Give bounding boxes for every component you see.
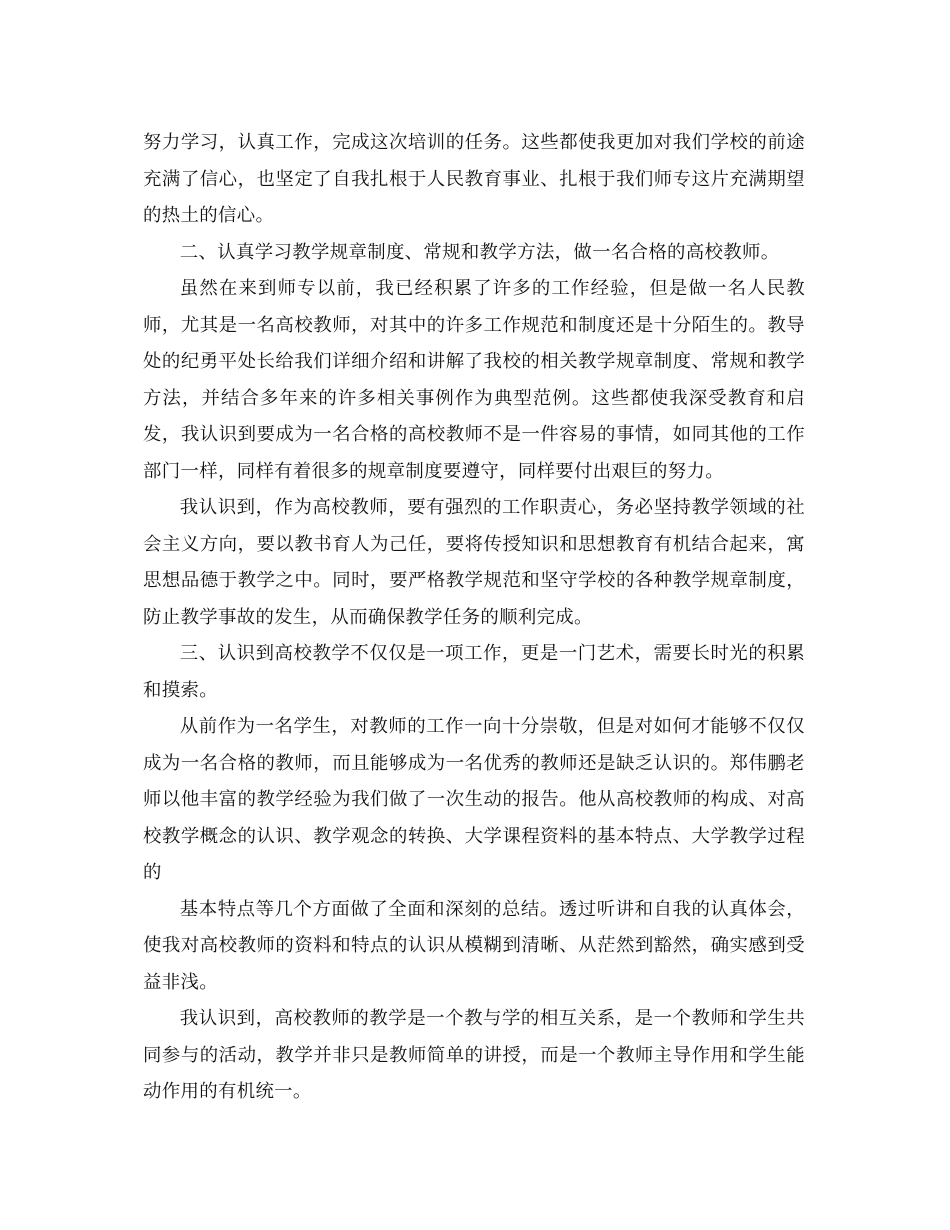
- paragraph: 从前作为一名学生，对教师的工作一向十分崇敬，但是对如何才能够不仅仅成为一名合格的教师，而且能够成为一名优秀的教师还是缺乏认识的。郑伟鹏老师以他丰富的教学经验为我们做了一次生动的报告。他从高校教师的构成、对高校教学概念的认识、教学观念的转换、大学课程资料的基本特点、大学教学过程的: [143, 716, 805, 883]
- document-body: [143, 125, 805, 1111]
- paragraph: 基本特点等几个方面做了全面和深刻的总结。透过听讲和自我的认真体会，使我对高校教师的资料和特点的认识从模糊到清晰、从茫然到豁然，确实感到受益非浅。: [143, 898, 805, 993]
- paragraph: 努力学习，认真工作，完成这次培训的任务。这些都使我更加对我们学校的前途充满了信心，也坚定了自我扎根于人民教育事业、扎根于我们师专这片充满期望的热土的信心。: [143, 132, 805, 226]
- paragraph: 我认识到，作为高校教师，要有强烈的工作职责心，务必坚持教学领域的社会主义方向，要以教书育人为己任，要将传授知识和思想教育有机结合起来，寓思想品德于教学之中。同时，要严格教学规范和坚守学校的各种教学规章制度，防止教学事故的发生，从而确保教学任务的顺利完成。: [143, 497, 805, 628]
- section-heading: 二、认真学习教学规章制度、常规和教学方法，做一名合格的高校教师。: [179, 241, 780, 263]
- paragraph: 我认识到，高校教师的教学是一个教与学的相互关系，是一个教师和学生共同参与的活动，教学并非只是教师简单的讲授，而是一个教师主导作用和学生能动作用的有机统一。: [143, 1008, 805, 1102]
- section-heading: 三、认识到高校教学不仅仅是一项工作，更是一门艺术，需要长时光的积累和摸索。: [143, 643, 805, 701]
- paragraph: 虽然在来到师专以前，我已经积累了许多的工作经验，但是做一名人民教师，尤其是一名高校教师，对其中的许多工作规范和制度还是十分陌生的。教导处的纪勇平处长给我们详细介绍和讲解了我校的相关教学规章制度、常规和教学方法，并结合多年来的许多相关事例作为典型范例。这些都使我深受教育和启发，我认识到要成为一名合格的高校教师不是一件容易的事情，如同其他的工作部门一样，同样有着很多的规章制度要遵守，同样要付出艰巨的努力。: [143, 278, 805, 482]
